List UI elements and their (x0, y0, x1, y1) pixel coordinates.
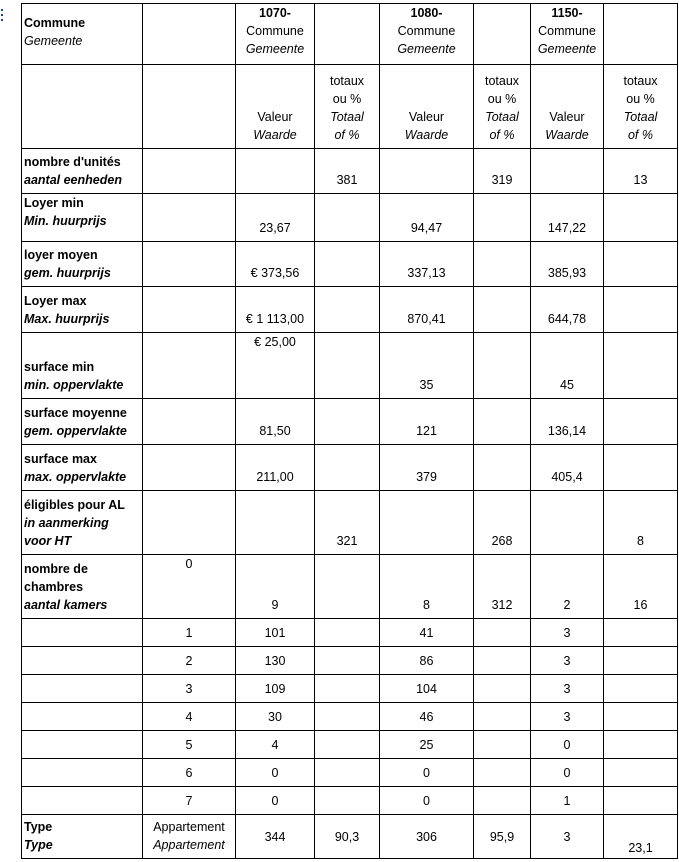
chambres-count: 7 (143, 787, 236, 815)
commune-1080-header: 1080- Commune Gemeente (380, 4, 474, 65)
value-cell: 9 (236, 555, 315, 619)
value-cell: 0 (531, 759, 604, 787)
empty-cell (604, 4, 678, 65)
header-row-communes (22, 4, 678, 65)
row-units (22, 149, 678, 194)
value-cell: 8 (380, 555, 474, 619)
value-cell: 121 (380, 399, 474, 445)
value-cell: 0 (531, 731, 604, 759)
value-cell: 101 (236, 619, 315, 647)
row-label: Loyer max Max. huurprijs (22, 287, 143, 333)
value-cell: 337,13 (380, 242, 474, 287)
value-cell: 94,47 (380, 194, 474, 242)
row-surface-moyenne (22, 399, 678, 445)
total-cell: 8 (604, 491, 678, 555)
value-cell: 104 (380, 675, 474, 703)
total-cell: 319 (474, 149, 531, 194)
total-cell: 381 (315, 149, 380, 194)
value-cell: € 25,00 (236, 333, 315, 399)
row-chambres-5 (22, 731, 678, 759)
value-cell: 3 (531, 703, 604, 731)
total-cell: 95,9 (474, 815, 531, 859)
value-cell: 0 (380, 787, 474, 815)
total-cell: 312 (474, 555, 531, 619)
row-label: surface moyenne gem. oppervlakte (22, 399, 143, 445)
value-cell: 25 (380, 731, 474, 759)
chambres-count: 1 (143, 619, 236, 647)
value-cell: 0 (236, 759, 315, 787)
valeur-header: Valeur Waarde (236, 65, 315, 149)
value-cell: € 373,56 (236, 242, 315, 287)
value-cell: 23,67 (236, 194, 315, 242)
value-cell: 1 (531, 787, 604, 815)
value-cell: 86 (380, 647, 474, 675)
empty-cell (22, 65, 143, 149)
total-cell: 90,3 (315, 815, 380, 859)
empty-cell (143, 4, 236, 65)
row-chambres-0 (22, 555, 678, 619)
chambres-count: 0 (143, 555, 236, 619)
totaux-header: totaux ou % Totaal of % (604, 65, 678, 149)
value-cell: 3 (531, 619, 604, 647)
row-type (22, 815, 678, 859)
row-chambres-1 (22, 619, 678, 647)
row-label: nombre d'unités aantal eenheden (22, 149, 143, 194)
value-cell: 130 (236, 647, 315, 675)
row-label: loyer moyen gem. huurprijs (22, 242, 143, 287)
value-cell: 3 (531, 675, 604, 703)
row-loyer-min (22, 194, 678, 242)
value-cell: 41 (380, 619, 474, 647)
value-cell: 147,22 (531, 194, 604, 242)
value-cell: 644,78 (531, 287, 604, 333)
value-cell: € 1 113,00 (236, 287, 315, 333)
value-cell: 35 (380, 333, 474, 399)
value-cell: 136,14 (531, 399, 604, 445)
value-cell: 3 (531, 647, 604, 675)
value-cell: 45 (531, 333, 604, 399)
valeur-header: Valeur Waarde (531, 65, 604, 149)
row-loyer-moyen (22, 242, 678, 287)
total-cell: 16 (604, 555, 678, 619)
value-cell: 3 (531, 815, 604, 859)
row-label: Type Type (22, 815, 143, 859)
row-label: surface max max. oppervlakte (22, 445, 143, 491)
row-chambres-6 (22, 759, 678, 787)
total-cell: 13 (604, 149, 678, 194)
row-chambres-3 (22, 675, 678, 703)
row-surface-max (22, 445, 678, 491)
empty-cell (474, 4, 531, 65)
row-chambres-2 (22, 647, 678, 675)
total-cell: 321 (315, 491, 380, 555)
value-cell: 4 (236, 731, 315, 759)
chambres-count: 6 (143, 759, 236, 787)
chambres-count: 2 (143, 647, 236, 675)
row-loyer-max (22, 287, 678, 333)
value-cell: 0 (380, 759, 474, 787)
empty-cell (143, 65, 236, 149)
chambres-count: 5 (143, 731, 236, 759)
totaux-header: totaux ou % Totaal of % (315, 65, 380, 149)
total-cell: 268 (474, 491, 531, 555)
value-cell: 344 (236, 815, 315, 859)
row-label: surface min min. oppervlakte (22, 333, 143, 399)
total-cell: 23,1 (604, 815, 678, 859)
commune-header-cell: Commune Gemeente (22, 4, 143, 65)
housing-table (21, 3, 678, 859)
commune-1150-header: 1150- Commune Gemeente (531, 4, 604, 65)
commune-1070-header: 1070- Commune Gemeente (236, 4, 315, 65)
row-label: Loyer min Min. huurprijs (22, 194, 143, 242)
value-cell: 81,50 (236, 399, 315, 445)
marker-dots (1, 9, 4, 23)
chambres-count: 4 (143, 703, 236, 731)
header-row-columns (22, 65, 678, 149)
empty-cell (315, 4, 380, 65)
value-cell: 30 (236, 703, 315, 731)
value-cell: 379 (380, 445, 474, 491)
chambres-count: 3 (143, 675, 236, 703)
row-eligibles (22, 491, 678, 555)
value-cell: 2 (531, 555, 604, 619)
row-label: éligibles pour AL in aanmerking voor HT (22, 491, 143, 555)
totaux-header: totaux ou % Totaal of % (474, 65, 531, 149)
value-cell: 306 (380, 815, 474, 859)
value-cell: 109 (236, 675, 315, 703)
type-cell: Appartement Appartement (143, 815, 236, 859)
row-label: nombre de chambres aantal kamers (22, 555, 143, 619)
row-chambres-4 (22, 703, 678, 731)
value-cell: 0 (236, 787, 315, 815)
value-cell: 405,4 (531, 445, 604, 491)
value-cell: 46 (380, 703, 474, 731)
valeur-header: Valeur Waarde (380, 65, 474, 149)
row-chambres-7 (22, 787, 678, 815)
value-cell: 870,41 (380, 287, 474, 333)
row-surface-min (22, 333, 678, 399)
value-cell: 211,00 (236, 445, 315, 491)
value-cell: 385,93 (531, 242, 604, 287)
